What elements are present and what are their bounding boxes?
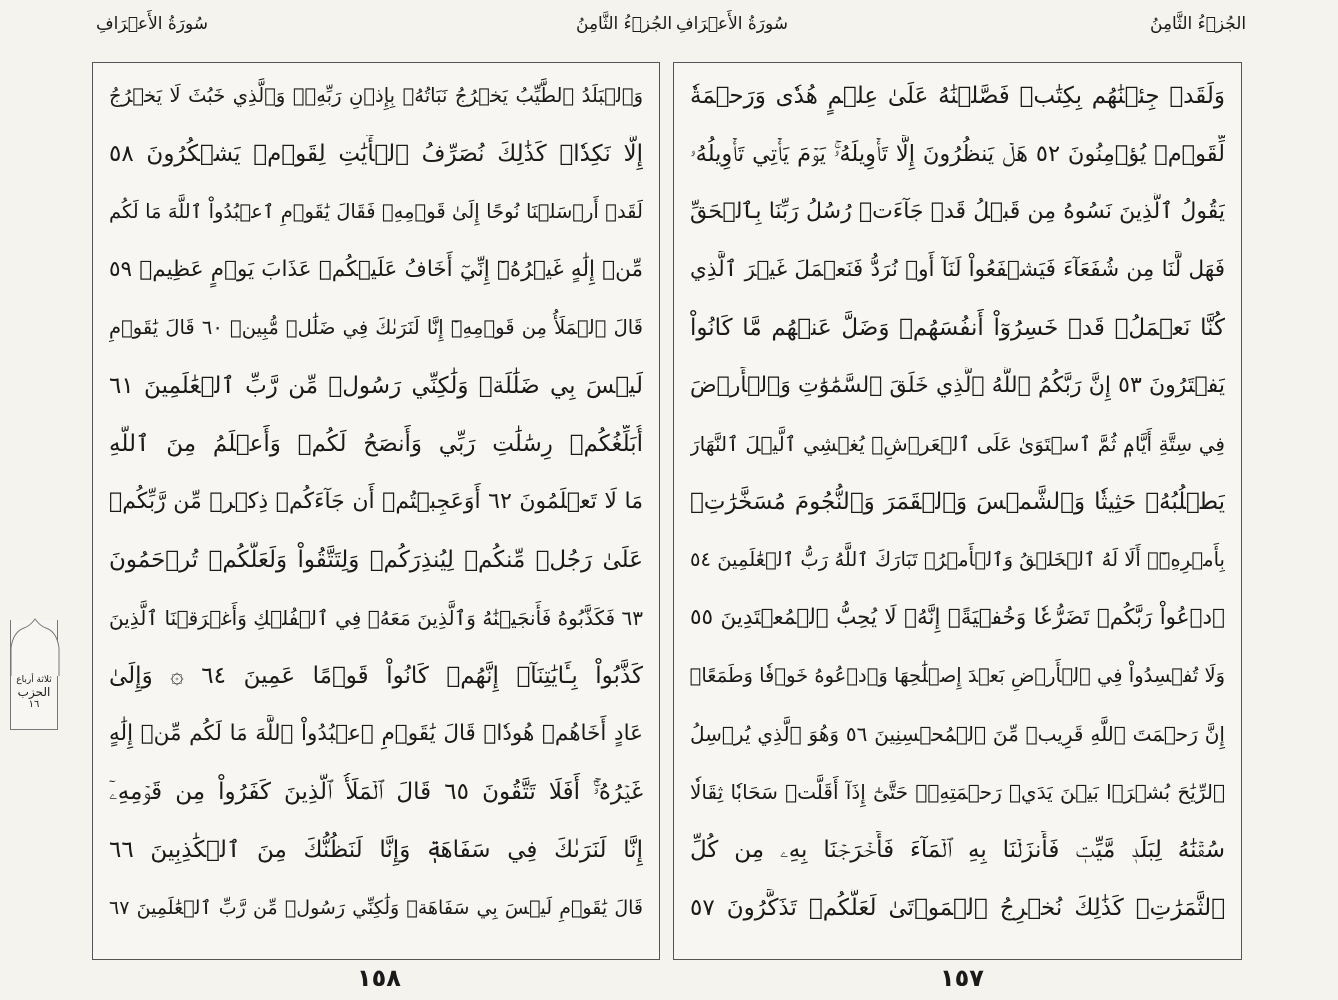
left-page-number: ١٥٨ — [357, 964, 401, 992]
left-page-verse-line: وَٱلۡبَلَدُ ٱلطَّيِّبُ يَخۡرُجُ نَبَاتُهُۥ بِإِذۡنِ رَبِّهِۦۖ وَٱلَّذِي خَبُثَ لَا يَخۡرُجُ — [109, 84, 643, 107]
right-page-verse-line: ٱلرِّيَٰحَ بُشۡرَۢا بَيۡنَ يَدَيۡ رَحۡمَتِهِۦۖ حَتَّىٰٓ إِذَآ أَقَلَّتۡ سَحَابٗا ثِقَالٗا — [690, 780, 1225, 804]
left-page-verse-line: غَيۡرُهُۥٓۚ أَفَلَا تَتَّقُونَ ٦٥ قَالَ ٱلۡمَلَأُ ٱلَّذِينَ كَفَرُواْ مِن قَوۡمِهِۦٓ — [109, 779, 643, 805]
hizb-marker — [10, 620, 58, 730]
hizb-label: الحزب — [17, 684, 51, 699]
left-header-surah: سُورَةُ الأَعۡرَافِ — [96, 14, 209, 34]
left-page-verse-line: قَالَ يَٰقَوۡمِ لَيۡسَ بِي سَفَاهَةٞ وَلَٰكِنِّي رَسُولٞ مِّن رَّبِّ ٱلۡعَٰلَمِينَ ٦٧ — [109, 897, 643, 919]
left-page-verse-line: لَيۡسَ بِي ضَلَٰلَةٞ وَلَٰكِنِّي رَسُولٞ مِّن رَّبِّ ٱلۡعَٰلَمِينَ ٦١ — [109, 373, 643, 399]
left-page-verse-line: مِّنۡ إِلَٰهٍ غَيۡرُهُۥٓ إِنِّيٓ أَخَافُ عَلَيۡكُمۡ عَذَابَ يَوۡمٍ عَظِيمٖ ٥٩ — [109, 257, 643, 282]
right-page-verse-line: إِنَّ رَحۡمَتَ ٱللَّهِ قَرِيبٞ مِّنَ ٱلۡمُحۡسِنِينَ ٥٦ وَهُوَ ٱلَّذِي يُرۡسِلُ — [690, 722, 1225, 746]
right-page-number: ١٥٧ — [940, 964, 984, 992]
hizb-dome-icon — [10, 618, 60, 676]
right-page-verse-line: يَطۡلُبُهُۥ حَثِيثٗا وَٱلشَّمۡسَ وَٱلۡقَمَرَ وَٱلنُّجُومَ مُسَخَّرَٰتِۭ — [690, 489, 1225, 515]
right-page-verse-line: ٱلثَّمَرَٰتِۚ كَذَٰلِكَ نُخۡرِجُ ٱلۡمَوۡتَىٰ لَعَلَّكُمۡ تَذَكَّرُونَ ٥٧ — [690, 895, 1225, 921]
left-page-verse-line: مَا لَا تَعۡلَمُونَ ٦٢ أَوَعَجِبۡتُمۡ أَن جَآءَكُمۡ ذِكۡرٞ مِّن رَّبِّكُمۡ — [109, 489, 643, 514]
right-page-verse-line: فِي سِتَّةِ أَيَّامٖ ثُمَّ ٱسۡتَوَىٰ عَلَى ٱلۡعَرۡشِۖ يُغۡشِي ٱلَّيۡلَ ٱلنَّهَارَ — [690, 432, 1225, 456]
left-page-verse-line: كَذَّبُواْ بِـَٔايَٰتِنَآۚ إِنَّهُمۡ كَانُواْ قَوۡمًا عَمِينَ ٦٤ ۞ وَإِلَىٰ — [109, 663, 643, 689]
left-header-juz: الجُزۡءُ الثَّامِنُ — [576, 14, 673, 34]
right-page-verse-line: وَلَقَدۡ جِئۡنَٰهُم بِكِتَٰبٖ فَصَّلۡنَٰهُ عَلَىٰ عِلۡمٍ هُدٗى وَرَحۡمَةٗ — [690, 83, 1225, 109]
hizb-number: ١٦ — [28, 699, 40, 711]
left-page-verse-line: عَادٍ أَخَاهُمۡ هُودٗاۚ قَالَ يَٰقَوۡمِ ٱعۡبُدُواْ ٱللَّهَ مَا لَكُم مِّنۡ إِلَٰهٍ — [109, 721, 643, 746]
left-page-text-frame — [92, 62, 660, 960]
right-page-verse-line: وَلَا تُفۡسِدُواْ فِي ٱلۡأَرۡضِ بَعۡدَ إِصۡلَٰحِهَا وَٱدۡعُوهُ خَوۡفٗا وَطَمَعًاۚ — [690, 664, 1225, 687]
right-header-juz: الجُزۡءُ الثَّامِنُ — [1150, 14, 1247, 34]
right-header-surah: سُورَةُ الأَعۡرَافِ — [676, 14, 789, 34]
right-page-verse-line: يَقُولُ ٱلَّذِينَ نَسُوهُ مِن قَبۡلُ قَدۡ جَآءَتۡ رُسُلُ رَبِّنَا بِٱلۡحَقِّ — [690, 199, 1225, 224]
right-page-verse-line: فَهَل لَّنَا مِن شُفَعَآءَ فَيَشۡفَعُواْ لَنَآ أَوۡ نُرَدُّ فَنَعۡمَلَ غَيۡرَ ٱلَّذِي — [690, 257, 1225, 282]
right-page-verse-line: كُنَّا نَعۡمَلُۚ قَدۡ خَسِرُوٓاْ أَنفُسَهُمۡ وَضَلَّ عَنۡهُم مَّا كَانُواْ — [690, 315, 1225, 341]
right-page-verse-line: ٱدۡعُواْ رَبَّكُمۡ تَضَرُّعٗا وَخُفۡيَةًۚ إِنَّهُۥ لَا يُحِبُّ ٱلۡمُعۡتَدِينَ ٥٥ — [690, 605, 1225, 630]
left-page-verse-line: إِلَّا نَكِدٗاۚ كَذَٰلِكَ نُصَرِّفُ ٱلۡأٓيَٰتِ لِقَوۡمٖ يَشۡكُرُونَ ٥٨ — [109, 141, 643, 167]
left-page-verse-line: لَقَدۡ أَرۡسَلۡنَا نُوحًا إِلَىٰ قَوۡمِهِۦ فَقَالَ يَٰقَوۡمِ ٱعۡبُدُواْ ٱللَّهَ مَا لَكُم — [109, 200, 643, 223]
right-page-verse-line: سُقۡنَٰهُ لِبَلَدٖ مَّيِّتٖ فَأَنزَلۡنَا بِهِ ٱلۡمَآءَ فَأَخۡرَجۡنَا بِهِۦ مِن كُلِّ — [690, 837, 1225, 863]
right-page-verse-line: بِأَمۡرِهِۦٓۗ أَلَا لَهُ ٱلۡخَلۡقُ وَٱلۡأَمۡرُۗ تَبَارَكَ ٱللَّهُ رَبُّ ٱلۡعَٰلَمِينَ ٥٤ — [690, 548, 1225, 571]
right-page-text-frame — [673, 62, 1242, 960]
hizb-fraction: ثلاثة أرباع — [16, 675, 52, 685]
left-page-verse-line: أُبَلِّغُكُمۡ رِسَٰلَٰتِ رَبِّي وَأَنصَحُ لَكُمۡ وَأَعۡلَمُ مِنَ ٱللَّهِ — [109, 431, 643, 457]
left-page-verse-line: عَلَىٰ رَجُلٖ مِّنكُمۡ لِيُنذِرَكُمۡ وَلِتَتَّقُواْ وَلَعَلَّكُمۡ تُرۡحَمُونَ — [109, 547, 643, 573]
right-page-verse-line: لِّقَوۡمٖ يُؤۡمِنُونَ ٥٢ هَلۡ يَنظُرُونَ إِلَّا تَأۡوِيلَهُۥۚ يَوۡمَ يَأۡتِي تَأۡوِيلُهُۥ — [690, 141, 1225, 167]
right-page-verse-line: يَفۡتَرُونَ ٥٣ إِنَّ رَبَّكُمُ ٱللَّهُ ٱلَّذِي خَلَقَ ٱلسَّمَٰوَٰتِ وَٱلۡأَرۡضَ — [690, 373, 1225, 398]
left-page-verse-line: إِنَّا لَنَرَىٰكَ فِي سَفَاهَةٖ وَإِنَّا لَنَظُنُّكَ مِنَ ٱلۡكَٰذِبِينَ ٦٦ — [109, 837, 643, 863]
left-page-verse-line: قَالَ ٱلۡمَلَأُ مِن قَوۡمِهِۦٓ إِنَّا لَنَرَىٰكَ فِي ضَلَٰلٖ مُّبِينٖ ٦٠ قَالَ يَٰقَوۡمِ — [109, 316, 643, 339]
left-page-verse-line: ٦٣ فَكَذَّبُوهُ فَأَنجَيۡنَٰهُ وَٱلَّذِينَ مَعَهُۥ فِي ٱلۡفُلۡكِ وَأَغۡرَقۡنَا ٱلَّذِينَ — [109, 606, 643, 630]
